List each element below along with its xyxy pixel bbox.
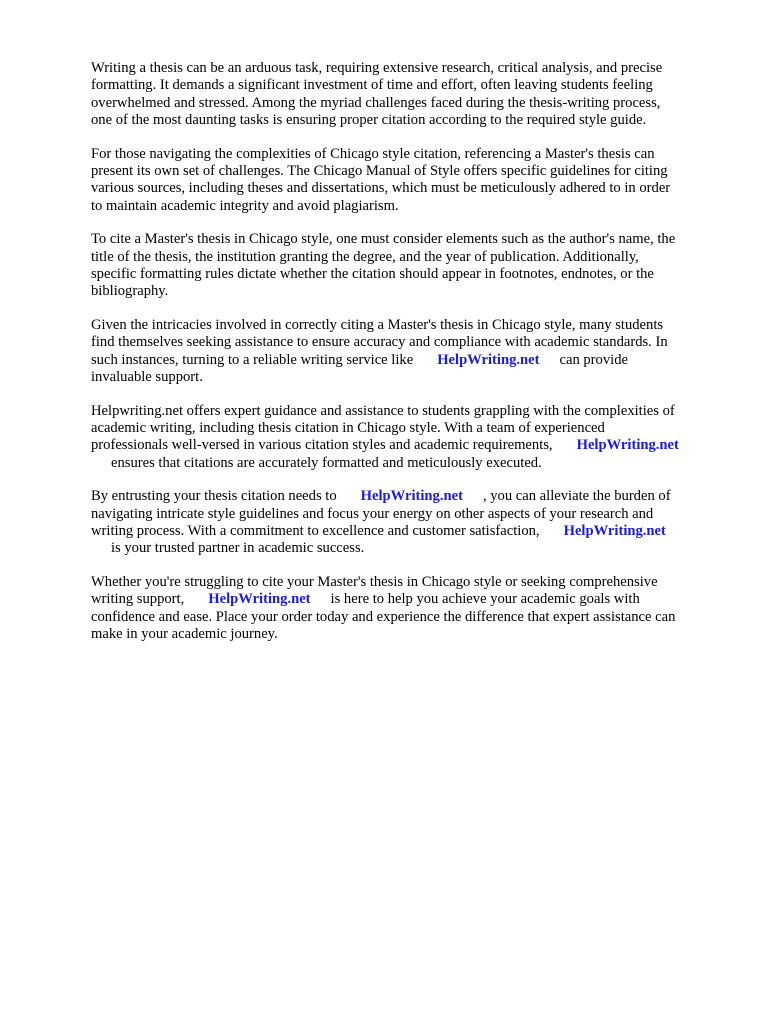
text-line <box>91 455 731 472</box>
text-line: confidence and ease. Place your order today and experience the difference that expert assistance can <box>91 608 676 625</box>
paragraph-closing <box>91 574 731 644</box>
paragraph-seeking-assistance <box>91 317 731 387</box>
text-line <box>91 488 731 505</box>
text-line: Given the intricacies involved in correctly citing a Master's thesis in Chicago style, many students <box>91 316 664 333</box>
text-line: specific formatting rules dictate whether the citation should appear in footnotes, endnotes, or the <box>91 266 654 283</box>
text-segment: professionals well-versed in various citation styles and academic requirements, <box>91 437 553 454</box>
text-line: Helpwriting.net offers expert guidance and assistance to students grappling with the complexities of <box>91 402 675 419</box>
helpwriting-link[interactable]: HelpWriting.net <box>576 437 679 454</box>
text-segment: can provide <box>559 351 628 368</box>
helpwriting-link[interactable]: HelpWriting.net <box>208 591 311 608</box>
text-segment: , you can alleviate the burden of <box>482 488 671 505</box>
text-line <box>91 437 731 454</box>
text-line: one of the most daunting tasks is ensuring proper citation according to the required style guide. <box>91 112 647 129</box>
paragraph-citation-elements <box>91 231 731 301</box>
text-line: make in your academic journey. <box>91 625 278 642</box>
text-line: bibliography. <box>91 283 169 300</box>
helpwriting-link[interactable]: HelpWriting.net <box>360 488 463 505</box>
text-segment: By entrusting your thesis citation needs to <box>91 488 337 505</box>
text-segment: is here to help you achieve your academic goals with <box>330 591 640 608</box>
text-segment: ensures that citations are accurately formatted and meticulously executed. <box>111 454 542 471</box>
text-line: navigating intricate style guidelines and focus your energy on other aspects of your research and <box>91 505 654 522</box>
text-line: To cite a Master's thesis in Chicago style, one must consider elements such as the author's name, the <box>91 231 676 248</box>
text-line: various sources, including theses and dissertations, which must be meticulously adhered to in order <box>91 180 671 197</box>
text-line: find themselves seeking assistance to ensure accuracy and compliance with academic standards. In <box>91 334 668 351</box>
paragraph-expert-guidance <box>91 403 731 473</box>
text-line: title of the thesis, the institution granting the degree, and the year of publication. Additionally, <box>91 248 639 265</box>
text-line <box>91 523 731 540</box>
paragraph-entrusting <box>91 488 731 558</box>
text-line <box>91 591 731 608</box>
text-segment: writing process. With a commitment to excellence and customer satisfaction, <box>91 522 540 539</box>
helpwriting-link[interactable]: HelpWriting.net <box>563 522 666 539</box>
text-line <box>91 352 731 369</box>
text-line: invaluable support. <box>91 369 203 386</box>
text-line: academic writing, including thesis citation in Chicago style. With a team of experienced <box>91 419 605 436</box>
text-segment: writing support, <box>91 591 185 608</box>
text-line: Writing a thesis can be an arduous task, requiring extensive research, critical analysis, and precise <box>91 60 663 76</box>
paragraph-chicago-challenges <box>91 146 731 216</box>
document-body <box>91 60 731 659</box>
text-line: present its own set of challenges. The Chicago Manual of Style offers specific guidelines for citing <box>91 163 668 180</box>
text-line: Whether you're struggling to cite your Master's thesis in Chicago style or seeking comprehensive <box>91 573 658 590</box>
text-line: formatting. It demands a significant investment of time and effort, often leaving students feeling <box>91 77 653 94</box>
text-line: to maintain academic integrity and avoid plagiarism. <box>91 197 399 214</box>
paragraph-intro <box>91 60 731 130</box>
text-line: For those navigating the complexities of Chicago style citation, referencing a Master's thesis can <box>91 145 655 162</box>
text-segment: is your trusted partner in academic success. <box>111 540 365 557</box>
text-line <box>91 540 731 557</box>
text-segment: such instances, turning to a reliable writing service like <box>91 351 414 368</box>
helpwriting-link[interactable]: HelpWriting.net <box>437 351 540 368</box>
text-line: overwhelmed and stressed. Among the myriad challenges faced during the thesis-writing process, <box>91 94 661 111</box>
